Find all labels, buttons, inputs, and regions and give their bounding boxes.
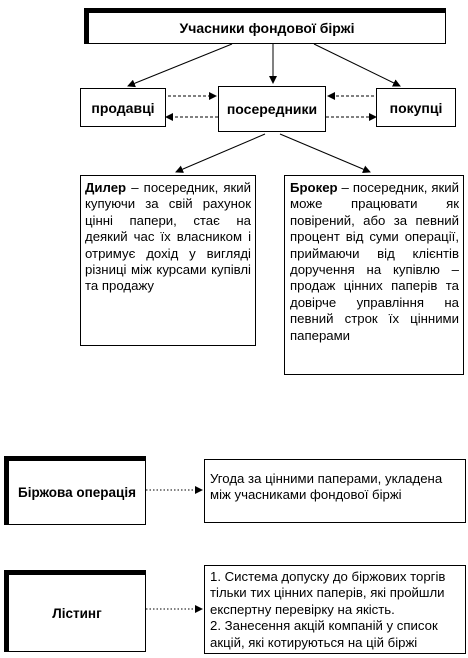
broker-definition: – посередник, який може працювати як повірений, або за певний процент від суми операції, приймаючи від клієнтів доручення на купівлю – продаж цінних паперів та довірче управління на певний строк їх цінними паперами	[290, 180, 459, 343]
arrow-title-to-buyers	[314, 44, 400, 86]
operation-definition-box	[204, 459, 466, 523]
broker-term: Брокер	[290, 180, 338, 195]
arrow-title-to-sellers	[128, 44, 232, 86]
dealer-box	[80, 175, 256, 346]
listing-item-2: 2. Занесення акцій компаній у список акцій, які котируються на цій біржі	[210, 618, 438, 650]
arrow-to-broker	[280, 134, 370, 172]
dealer-definition: – посередник, який купуючи за свій рахунок цінні папери, стає на деякий час їх власником і отримує дохід у вигляді різниці між курсами купівлі та продажу	[85, 180, 251, 294]
buyers-box	[376, 88, 456, 127]
buyers-label: покупці	[389, 99, 443, 116]
listing-label-box	[4, 570, 146, 652]
broker-box	[284, 175, 464, 375]
operation-label-box	[4, 456, 146, 525]
sellers-box	[80, 88, 166, 127]
diagram-title: Учасники фондової біржі	[179, 20, 355, 36]
intermediaries-label: посередники	[226, 101, 318, 117]
sellers-label: продавці	[91, 99, 155, 116]
listing-definition-box	[204, 565, 466, 654]
title-box	[84, 8, 446, 44]
arrow-to-dealer	[176, 134, 265, 172]
dealer-term: Дилер	[85, 180, 127, 195]
intermediaries-box	[218, 86, 326, 132]
operation-label: Біржова операція	[18, 485, 136, 500]
listing-label: Лістинг	[52, 605, 102, 621]
listing-item-1: 1. Система допуску до біржових торгів тільки тих цінних паперів, які пройшли експертну перевірку на якість.	[210, 569, 446, 617]
operation-definition: Угода за цінними паперами, укладена між учасниками фондової біржі	[210, 471, 443, 503]
